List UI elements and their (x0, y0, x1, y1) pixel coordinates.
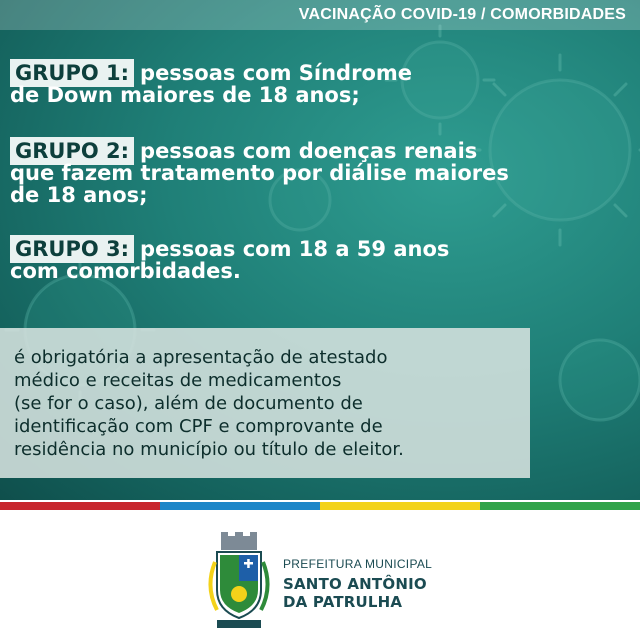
group-3-line-1: pessoas com 18 a 59 anos (140, 237, 450, 261)
group-1-line-1: pessoas com Síndrome (140, 61, 412, 85)
notice-line-4: identificação com CPF e comprovante de (14, 416, 383, 437)
group-3-line-2: com comorbidades. (10, 259, 241, 283)
notice-line-2: médico e receitas de medicamentos (14, 370, 342, 391)
prefeitura-label: PREFEITURA MUNICIPAL (283, 557, 433, 571)
group-2-line-3: de 18 anos; (10, 183, 148, 207)
notice-line-3: (se for o caso), além de documento de (14, 393, 363, 414)
notice-box (0, 328, 530, 478)
group-1-line-2: de Down maiores de 18 anos; (10, 83, 360, 107)
group-2-label: GRUPO 2: (10, 137, 134, 165)
group-3 (10, 238, 449, 282)
group-1 (10, 62, 412, 106)
group-2 (10, 140, 509, 206)
group-3-label: GRUPO 3: (10, 235, 134, 263)
stripe-yellow (320, 502, 480, 510)
stripe-blue (160, 502, 320, 510)
stripe-red (0, 502, 160, 510)
header-title: VACINAÇÃO COVID-19 / COMORBIDADES (298, 6, 626, 23)
notice-line-5: residência no município ou título de eleitor. (14, 439, 404, 460)
city-name-line-2: DA PATRULHA (283, 593, 403, 611)
notice-text (14, 346, 524, 461)
city-name-line-1: SANTO ANTÔNIO (283, 575, 427, 593)
group-2-line-1: pessoas com doenças renais (140, 139, 478, 163)
group-2-line-2: que fazem tratamento por diálise maiores (10, 161, 509, 185)
municipal-coat-of-arms-icon (203, 532, 275, 632)
stripe-green (480, 502, 640, 510)
group-1-label: GRUPO 1: (10, 59, 134, 87)
notice-line-1: é obrigatória a apresentação de atestado (14, 347, 388, 368)
